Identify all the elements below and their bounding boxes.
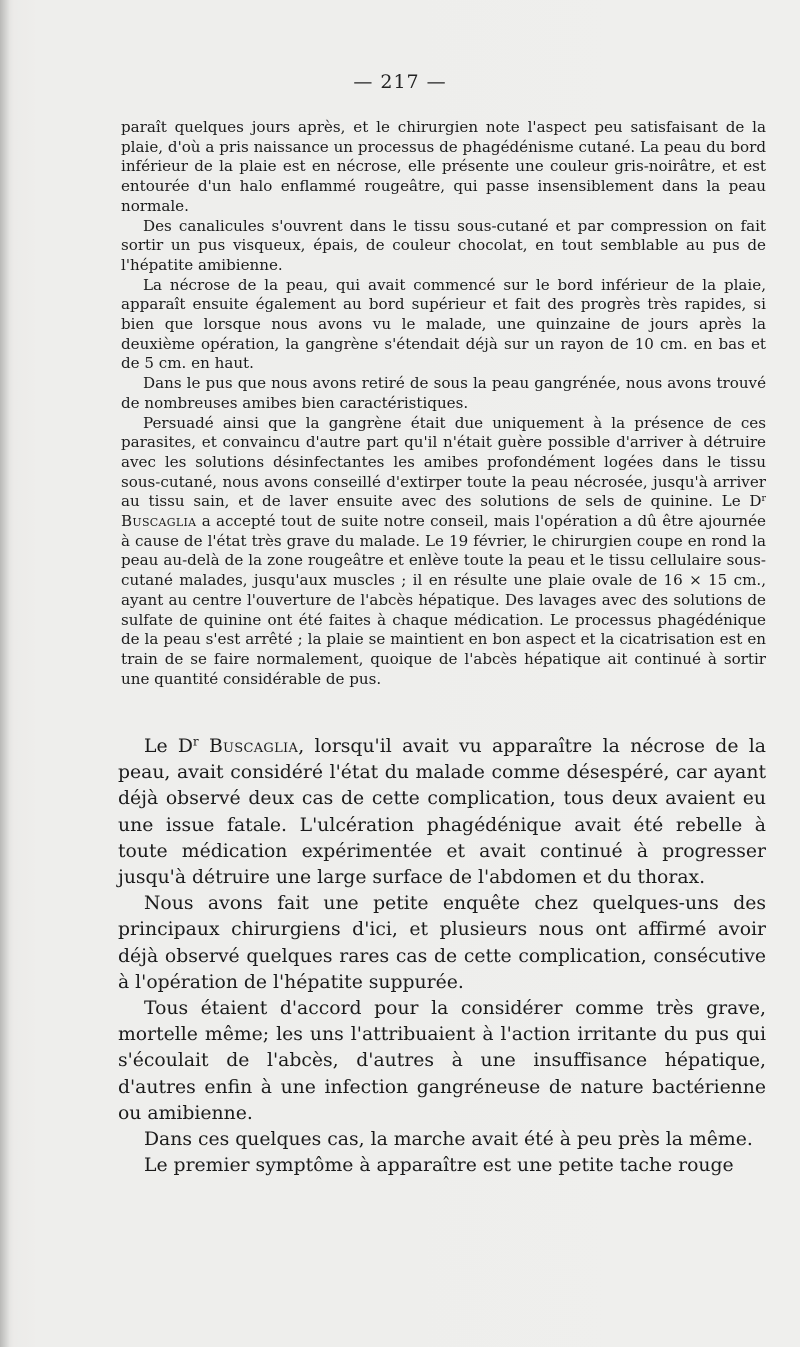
paragraph: Des canalicules s'ouvrent dans le tissu sous-cutané et par compression on fait sortir un pus visqueux, épais, de couleur chocolat, en tout semblable au pus de l'hépatite amibienne. — [121, 216, 766, 274]
author-name: Buscaglia — [208, 736, 299, 757]
paragraph — [121, 414, 766, 690]
paragraph: La nécrose de la peau, qui avait commencé sur le bord inférieur de la plaie, apparaît ensuite également au bord supérieur et fait des progrès très rapides, si bien que lorsque nous avons vu le malade, une quinzaine de jours après la deuxième opération, la gangrène s'étendait déjà sur un rayon de 10 cm. en bas et de 5 cm. en haut. — [121, 275, 766, 373]
paragraph: Le premier symptôme à apparaître est une petite tache rouge — [144, 1155, 734, 1177]
author-name: Buscaglia — [121, 512, 197, 531]
page-number: — 217 — — [353, 71, 447, 93]
text-fragment: Le D — [144, 736, 193, 757]
text-fragment: , lorsqu'il avait vu apparaître la nécrose de la peau, avait considéré l'état du malade comme désespéré, car ayant déjà observé deux cas de cette complication, tous deux avaient eu une issue fatale. L'ulcération phagédénique avait été rebelle à toute médication expérimentée et avait continué à progresser jusqu'à détruire une large surface de l'abdomen et du thorax. — [118, 736, 766, 889]
superscript: r — [761, 493, 766, 505]
main-text-section — [118, 734, 766, 1179]
text-fragment: Persuadé ainsi que la gangrène était due uniquement à la présence de ces parasites, et convaincu d'autre part qu'il n'était guère possible d'arriver à détruire avec les solutions désinfectantes les amibes profondément logées dans le tissu sous-cutané, nous avons conseillé d'extirper toute la peau nécrosée, jusqu'à arriver au tissu sain, et de laver ensuite avec des solutions de sels de quinine. Le D — [121, 413, 766, 511]
small-print-section — [121, 118, 766, 689]
paragraph: Dans le pus que nous avons retiré de sous la peau gangrénée, nous avons trouvé de nombreuses amibes bien caractéristiques. — [121, 374, 766, 412]
binding-edge — [0, 0, 10, 1347]
paragraph: paraît quelques jours après, et le chirurgien note l'aspect peu satisfaisant de la plaie, d'où a pris naissance un processus de phagédénisme cutané. La peau du bord inférieur de la plaie est en nécrose, elle présente une couleur gris-noirâtre, et est entourée d'un halo enflammé rougeâtre, qui passe insensiblement dans la peau normale. — [121, 118, 766, 215]
paragraph: Dans ces quelques cas, la marche avait été à peu près la même. — [144, 1129, 753, 1151]
paragraph — [118, 734, 766, 891]
paragraph: Tous étaient d'accord pour la considérer comme très grave, mortelle même; les uns l'attribuaient à l'action irritante du pus qui s'écoulait de l'abcès, d'autres à une insuffisance hépatique, d'autres enfin à une infection gangréneuse de nature bactérienne ou amibienne. — [118, 998, 766, 1124]
text-fragment: a accepté tout de suite notre conseil, mais l'opération a dû être ajournée à cause de l'état très grave du malade. Le 19 février, le chirurgien coupe en rond la peau au-delà de la zone rougeâtre et enlève toute la peau et le tissu cellulaire sous-cutané malades, jusqu'aux muscles ; il en résulte une plaie ovale de 16 × 15 cm., ayant au centre l'ouverture de l'abcès hépatique. Des lavages avec des solutions de sulfate de quinine ont été faites à chaque médication. Le processus phagédénique de la peau s'est arrêté ; la plaie se maintient en bon aspect et la cicatrisation est en train de se faire normalement, quoique de l'abcès hépatique ait continué à sortir une quantité considérable de pus. — [121, 512, 766, 688]
superscript: r — [193, 734, 199, 749]
paragraph: Nous avons fait une petite enquête chez quelques-uns des principaux chirurgiens d'ici, et plusieurs nous ont affirmé avoir déjà observé quelques rares cas de cette complication, consécutive à l'opération de l'hépatite suppurée. — [118, 893, 766, 993]
